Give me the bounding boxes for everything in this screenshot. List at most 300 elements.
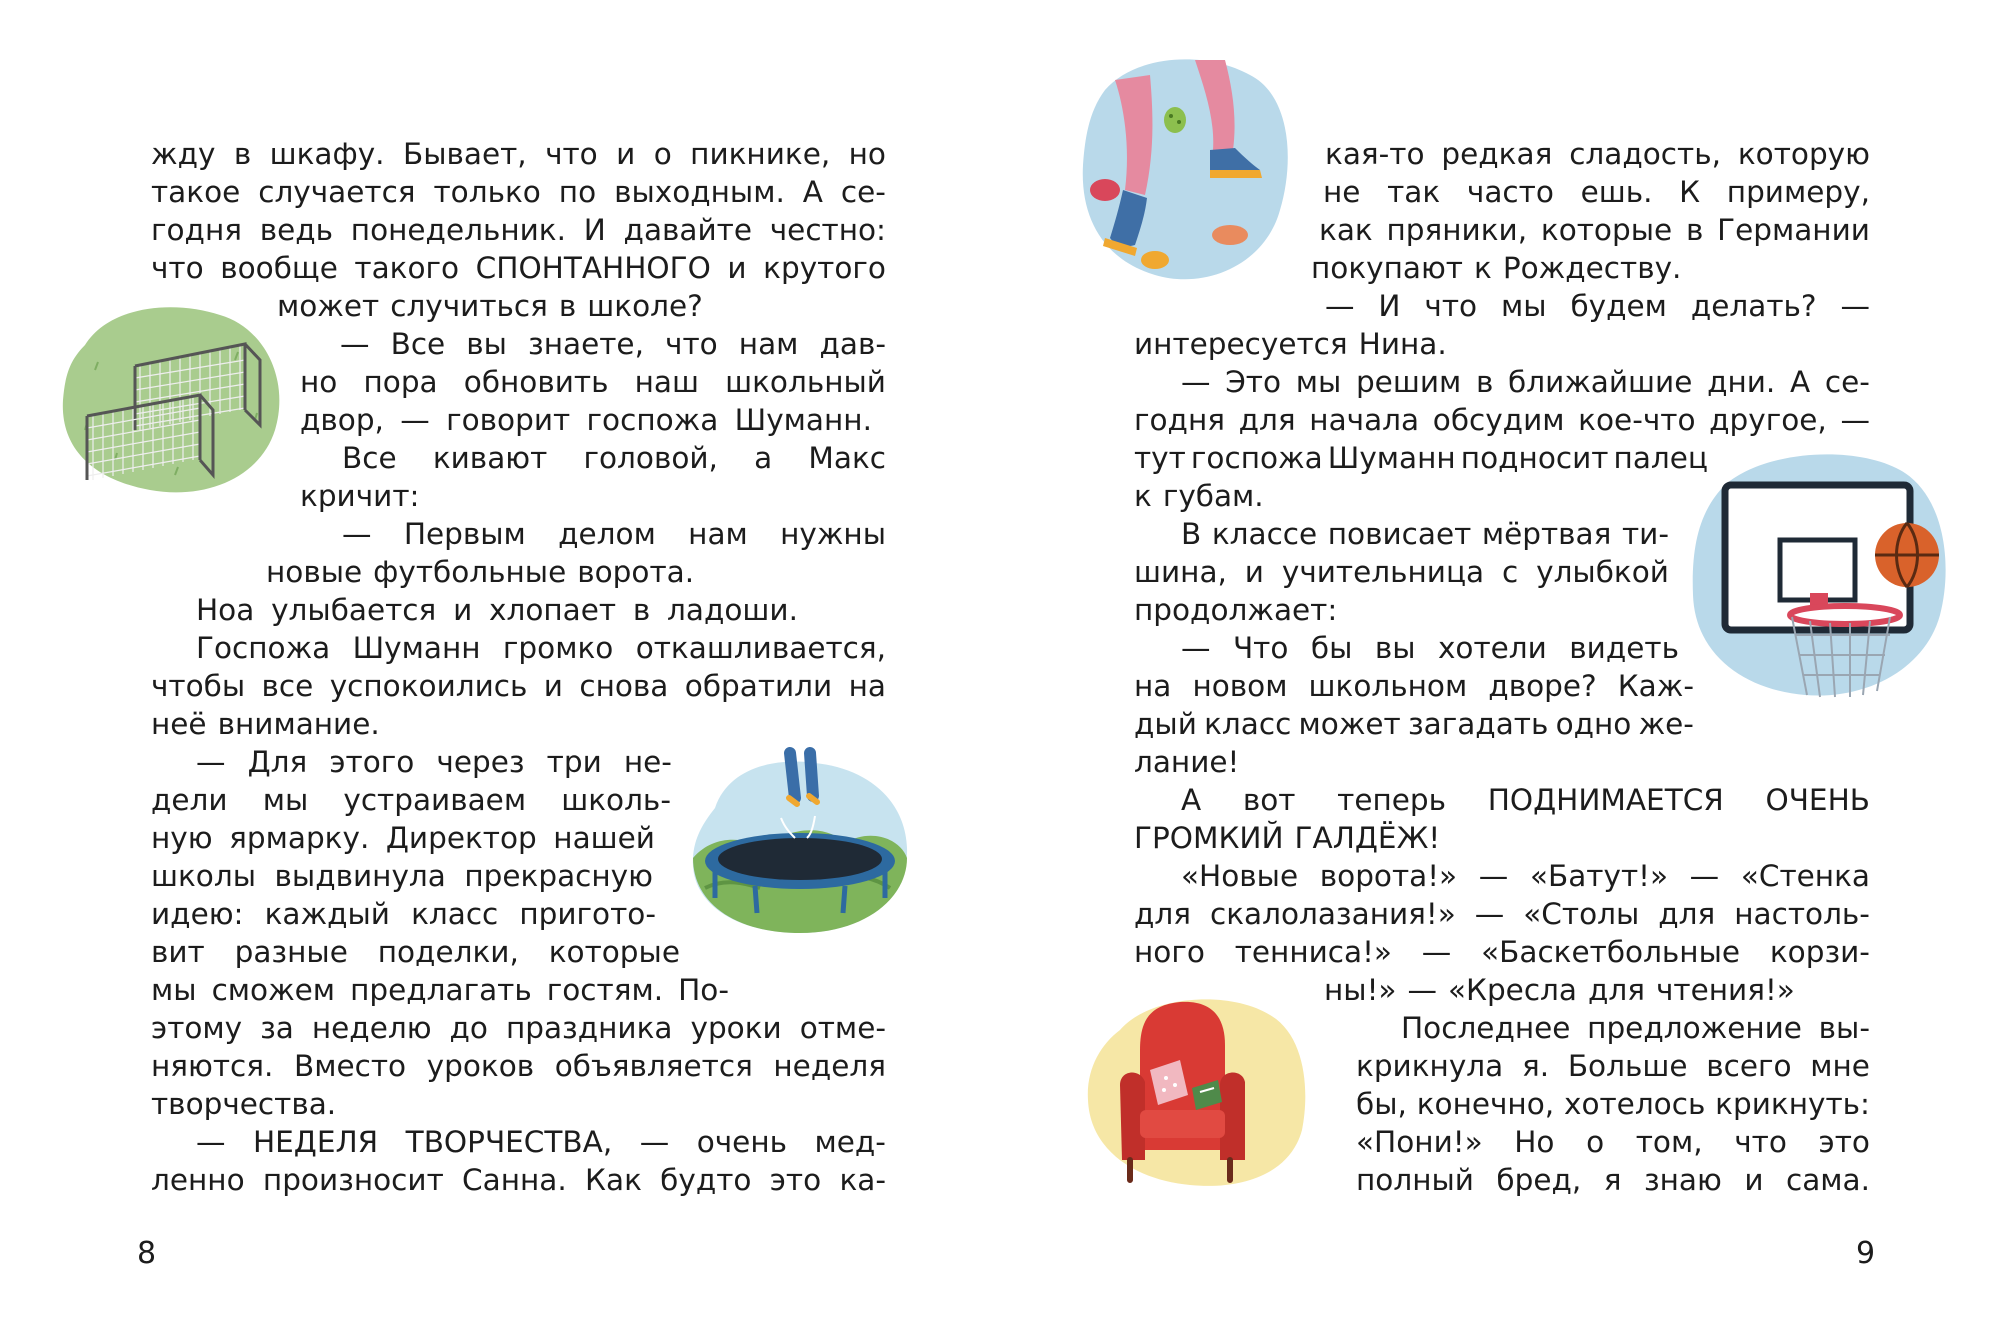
word: школе?	[587, 289, 703, 323]
word: вы	[466, 327, 507, 361]
word: класс	[1204, 707, 1292, 741]
word: ворота.	[577, 555, 695, 589]
word: подносит	[1460, 441, 1609, 475]
word: Что	[1232, 631, 1289, 665]
word: это	[1818, 1125, 1870, 1159]
word: двор,	[300, 403, 384, 437]
text-line	[342, 515, 886, 553]
word: К	[1679, 175, 1701, 209]
word: для	[1134, 897, 1191, 931]
word: вообще	[220, 251, 338, 285]
word: новом	[1192, 669, 1288, 703]
text-line	[151, 781, 671, 819]
text-line	[1181, 781, 1870, 819]
word: крикнуть:	[1715, 1087, 1870, 1121]
word: А	[802, 175, 823, 209]
word: наш	[634, 365, 699, 399]
word: Нина.	[1358, 327, 1447, 361]
word: мы	[151, 973, 197, 1007]
word: уроков	[426, 1049, 535, 1083]
word: Директор	[385, 821, 537, 855]
word: ка-	[839, 1163, 886, 1197]
word: дый	[1134, 707, 1197, 741]
word: ГАЛДЁЖ!	[1294, 821, 1441, 855]
word: Каж-	[1617, 669, 1694, 703]
word: палец	[1613, 441, 1708, 475]
word: всего	[1706, 1049, 1792, 1083]
text-line	[151, 1085, 886, 1123]
text-line	[1356, 1161, 1870, 1199]
word: —	[1689, 859, 1720, 893]
word: хотели	[1437, 631, 1547, 665]
word: это	[769, 1163, 822, 1197]
reading-armchair-illustration	[1080, 990, 1312, 1190]
word: вот	[1242, 783, 1296, 817]
word: Все	[390, 327, 446, 361]
word: о	[1586, 1125, 1605, 1159]
word: предлагать	[350, 973, 532, 1007]
text-line	[1325, 287, 1870, 325]
word: повисает	[1327, 517, 1472, 551]
word: ОЧЕНЬ	[1765, 783, 1870, 817]
word: Шуманн	[352, 631, 481, 665]
word: но	[300, 365, 338, 399]
word: решим	[1355, 365, 1462, 399]
word: —	[1478, 859, 1509, 893]
text-line	[151, 933, 680, 971]
word: три	[546, 745, 602, 779]
word: случиться	[390, 289, 548, 323]
word: к	[1474, 251, 1492, 285]
word: делом	[558, 517, 656, 551]
word: интересуется	[1134, 327, 1348, 361]
word: —	[1325, 289, 1355, 323]
word: —	[1181, 365, 1211, 399]
word: ти-	[1621, 517, 1669, 551]
word: неделю	[311, 1011, 432, 1045]
word: пикнике,	[690, 137, 831, 171]
text-line	[151, 971, 729, 1009]
word: примеру,	[1726, 175, 1870, 209]
word: нужны	[780, 517, 886, 551]
word: Все	[342, 441, 397, 475]
word: что	[1734, 1125, 1787, 1159]
word: уроки	[690, 1011, 782, 1045]
page-number: 9	[1856, 1236, 1876, 1271]
text-line	[1356, 1123, 1870, 1161]
word: которые	[1540, 213, 1673, 247]
word: сама.	[1785, 1163, 1870, 1197]
word: шкафу.	[269, 137, 385, 171]
word: творчества.	[151, 1087, 337, 1121]
word: —	[1840, 403, 1870, 437]
text-line	[151, 1161, 886, 1199]
word: одно	[1555, 707, 1632, 741]
word: —	[196, 745, 226, 779]
word: школы	[151, 859, 257, 893]
word: Последнее	[1401, 1011, 1571, 1045]
word: мёртвая	[1481, 517, 1612, 551]
word: ворота!»	[1319, 859, 1458, 893]
word: для	[1238, 403, 1296, 437]
word: каждый	[264, 897, 390, 931]
word: нашей	[553, 821, 655, 855]
word: вы	[1374, 631, 1416, 665]
word: и	[1244, 555, 1264, 589]
word: корзи-	[1769, 935, 1870, 969]
word: через	[436, 745, 525, 779]
word: дворе?	[1488, 669, 1597, 703]
word: успокоились	[329, 669, 528, 703]
word: головой,	[583, 441, 718, 475]
word: ладоши.	[667, 593, 798, 627]
word: —	[1181, 631, 1211, 665]
word: не	[1323, 175, 1361, 209]
word: учительница	[1281, 555, 1485, 589]
word: кивают	[432, 441, 548, 475]
word: устраиваем	[343, 783, 527, 817]
text-line	[151, 249, 886, 287]
word: бред,	[1496, 1163, 1582, 1197]
word: Вместо	[293, 1049, 407, 1083]
word: к	[1134, 479, 1152, 513]
word: не-	[623, 745, 672, 779]
word: которые	[548, 935, 680, 969]
word: —	[196, 1125, 226, 1159]
text-line	[1134, 325, 1870, 363]
word: редкая	[1441, 137, 1553, 171]
word: по	[558, 175, 597, 209]
word: Шуманн.	[734, 403, 872, 437]
trampoline-illustration	[685, 738, 913, 938]
text-line	[277, 287, 887, 325]
word: ведь	[259, 213, 334, 247]
word: часто	[1466, 175, 1554, 209]
word: пора	[363, 365, 438, 399]
word: Шуманн	[1327, 441, 1456, 475]
text-line	[1356, 1047, 1870, 1085]
text-line	[1356, 1085, 1870, 1123]
word: я	[1603, 1163, 1622, 1197]
word: жду	[151, 137, 216, 171]
word: выходным.	[614, 175, 785, 209]
word: НЕДЕЛЯ	[252, 1125, 379, 1159]
word: может	[277, 289, 380, 323]
word: теперь	[1337, 783, 1447, 817]
word: загадать	[1407, 707, 1549, 741]
word: вит	[151, 935, 205, 969]
word: мы	[1295, 365, 1342, 399]
word: ленно	[151, 1163, 245, 1197]
word: на	[1134, 669, 1172, 703]
word: которую	[1737, 137, 1870, 171]
word: такое	[151, 175, 241, 209]
word: школь-	[561, 783, 671, 817]
word: так	[1387, 175, 1441, 209]
soccer-goals-illustration	[55, 300, 287, 500]
word: для	[1588, 973, 1645, 1007]
word: будем	[1570, 289, 1667, 323]
word: ны!»	[1324, 973, 1397, 1007]
word: И	[1378, 289, 1401, 323]
word: Для	[247, 745, 308, 779]
word: гостям.	[546, 973, 664, 1007]
word: честно:	[769, 213, 886, 247]
text-line	[1181, 857, 1870, 895]
word: дни.	[1707, 365, 1776, 399]
word: А	[1181, 783, 1202, 817]
text-line	[151, 667, 886, 705]
text-line	[1134, 933, 1870, 971]
word: пряники,	[1386, 213, 1528, 247]
text-line	[1181, 629, 1679, 667]
word: классе	[1211, 517, 1318, 551]
word: ешь.	[1580, 175, 1653, 209]
word: вы-	[1818, 1011, 1870, 1045]
word: школьный	[725, 365, 886, 399]
text-line	[1323, 173, 1870, 211]
word: понедельник.	[350, 213, 566, 247]
text-line	[1401, 1009, 1870, 1047]
word: что	[151, 251, 204, 285]
word: «Пони!»	[1356, 1125, 1483, 1159]
word: —	[1474, 897, 1505, 931]
word: я.	[1521, 1049, 1550, 1083]
text-line	[151, 1047, 886, 1085]
word: в	[632, 593, 651, 627]
text-line	[1325, 135, 1870, 173]
text-line	[1319, 211, 1870, 249]
word: улыбкой	[1536, 555, 1669, 589]
text-line	[300, 401, 872, 439]
word: бы	[1310, 631, 1353, 665]
word: громко	[502, 631, 614, 665]
text-line	[1324, 971, 1870, 1009]
text-line	[300, 363, 886, 401]
word: футбольные	[373, 555, 567, 589]
text-line	[1134, 819, 1870, 857]
word: Бывает,	[402, 137, 527, 171]
word: крикнула	[1356, 1049, 1504, 1083]
word: тут	[1134, 441, 1186, 475]
word: другое,	[1709, 403, 1827, 437]
word: для	[1658, 897, 1716, 931]
text-line	[151, 173, 886, 211]
text-line	[300, 477, 886, 515]
text-line	[151, 1009, 886, 1047]
word: объявляется	[554, 1049, 753, 1083]
word: сможем	[211, 973, 336, 1007]
word: улыбается	[271, 593, 437, 627]
word: до	[449, 1011, 488, 1045]
word: что	[1424, 289, 1478, 323]
word: «Баскетбольные	[1481, 935, 1741, 969]
text-line	[1134, 553, 1669, 591]
word: Рождеству.	[1502, 251, 1682, 285]
word: и	[616, 137, 636, 171]
word: Санна.	[462, 1163, 567, 1197]
word: о	[653, 137, 672, 171]
word: дав-	[819, 327, 886, 361]
word: может	[1298, 707, 1401, 741]
word: сладость,	[1569, 137, 1721, 171]
word: обновить	[463, 365, 609, 399]
word: за	[260, 1011, 294, 1045]
word: «Батут!»	[1529, 859, 1669, 893]
word: обратили	[684, 669, 833, 703]
word: в	[558, 289, 577, 323]
word: ТВОРЧЕСТВА,	[405, 1125, 613, 1159]
word: прекрасную	[464, 859, 653, 893]
word: Больше	[1567, 1049, 1688, 1083]
word: се-	[840, 175, 886, 209]
word: И	[583, 213, 606, 247]
word: —	[400, 403, 430, 437]
word: чтобы	[151, 669, 246, 703]
word: давайте	[623, 213, 752, 247]
text-line	[1134, 667, 1694, 705]
word: госпожа	[586, 403, 719, 437]
text-line	[151, 211, 886, 249]
word: новые	[266, 555, 363, 589]
word: Но	[1514, 1125, 1555, 1159]
word: продолжает:	[1134, 593, 1338, 627]
text-line	[342, 439, 886, 477]
word: ного	[1134, 935, 1205, 969]
word: нам	[688, 517, 748, 551]
word: же-	[1638, 707, 1694, 741]
word: ную	[151, 821, 213, 855]
basketball-hoop-illustration	[1685, 445, 1955, 705]
word: отме-	[799, 1011, 886, 1045]
text-line	[1134, 743, 1694, 781]
text-line	[151, 895, 656, 933]
text-line	[151, 819, 655, 857]
word: выдвинула	[274, 859, 446, 893]
word: ГРОМКИЙ	[1134, 821, 1284, 855]
word: Это	[1225, 365, 1282, 399]
word: дели	[151, 783, 228, 817]
word: —	[340, 327, 370, 361]
word: только	[433, 175, 541, 209]
word: ПОДНИМАЕТСЯ	[1487, 783, 1724, 817]
word: Германии	[1717, 213, 1870, 247]
word: мы	[1501, 289, 1547, 323]
word: с	[1502, 555, 1519, 589]
word: в	[233, 137, 252, 171]
text-line	[151, 135, 886, 173]
word: что	[545, 137, 598, 171]
text-line	[1134, 439, 1708, 477]
word: внимание.	[217, 707, 380, 741]
word: мне	[1810, 1049, 1870, 1083]
word: —	[639, 1125, 670, 1159]
word: няются.	[151, 1049, 274, 1083]
text-line	[1134, 705, 1694, 743]
word: праздника	[505, 1011, 673, 1045]
word: губам.	[1162, 479, 1264, 513]
word: По-	[678, 973, 729, 1007]
word: неё	[151, 707, 207, 741]
word: в	[1475, 365, 1494, 399]
word: «Столы	[1523, 897, 1640, 931]
word: и	[727, 251, 747, 285]
word: ярмарку.	[229, 821, 370, 855]
word: «Кресла	[1447, 973, 1577, 1007]
word: —	[1840, 289, 1870, 323]
word: —	[1421, 935, 1452, 969]
word: пригото-	[519, 897, 656, 931]
word: такого	[354, 251, 460, 285]
text-line	[340, 325, 886, 363]
word: в	[1685, 213, 1704, 247]
word: начала	[1309, 403, 1420, 437]
text-line	[196, 1123, 886, 1161]
word: хлопает	[489, 593, 617, 627]
text-line	[196, 629, 886, 667]
word: мед-	[814, 1125, 886, 1159]
word: чтения!»	[1656, 973, 1795, 1007]
word: полный	[1356, 1163, 1474, 1197]
word: тенниса!»	[1234, 935, 1392, 969]
word: «Стенка	[1740, 859, 1870, 893]
word: Первым	[403, 517, 526, 551]
text-line	[1134, 401, 1870, 439]
word: случается	[258, 175, 416, 209]
text-line	[1181, 515, 1669, 553]
word: откашливается,	[635, 631, 886, 665]
word: годня	[151, 213, 242, 247]
word: бы,	[1356, 1087, 1407, 1121]
word: госпожа	[1190, 441, 1323, 475]
word: том,	[1635, 1125, 1703, 1159]
text-line	[1181, 363, 1870, 401]
word: знаю	[1643, 1163, 1722, 1197]
word: годня	[1134, 403, 1225, 437]
word: предложение	[1587, 1011, 1802, 1045]
page-right	[1000, 0, 2000, 1343]
word: будто	[660, 1163, 752, 1197]
word: нам	[738, 327, 799, 361]
word: этому	[151, 1011, 243, 1045]
word: разные	[234, 935, 348, 969]
word: конечно,	[1416, 1087, 1555, 1121]
word: крутого	[763, 251, 886, 285]
text-line	[196, 591, 798, 629]
word: скалолазания!»	[1209, 897, 1456, 931]
word: ближайшие	[1508, 365, 1693, 399]
text-line	[1311, 249, 1870, 287]
word: а	[754, 441, 773, 475]
word: шина,	[1134, 555, 1227, 589]
word: кое-что	[1578, 403, 1696, 437]
word: хотелось	[1563, 1087, 1706, 1121]
word: В	[1181, 517, 1202, 551]
word: настоль-	[1734, 897, 1870, 931]
climbing-wall-illustration	[1075, 50, 1297, 290]
word: и	[1744, 1163, 1764, 1197]
word: кая-то	[1325, 137, 1425, 171]
word: Макс	[808, 441, 886, 475]
word: что	[665, 327, 718, 361]
word: поделки,	[377, 935, 519, 969]
word: на	[848, 669, 886, 703]
word: и	[543, 669, 563, 703]
word: этого	[329, 745, 415, 779]
word: произносит	[262, 1163, 444, 1197]
text-line	[1134, 895, 1870, 933]
word: Как	[585, 1163, 642, 1197]
